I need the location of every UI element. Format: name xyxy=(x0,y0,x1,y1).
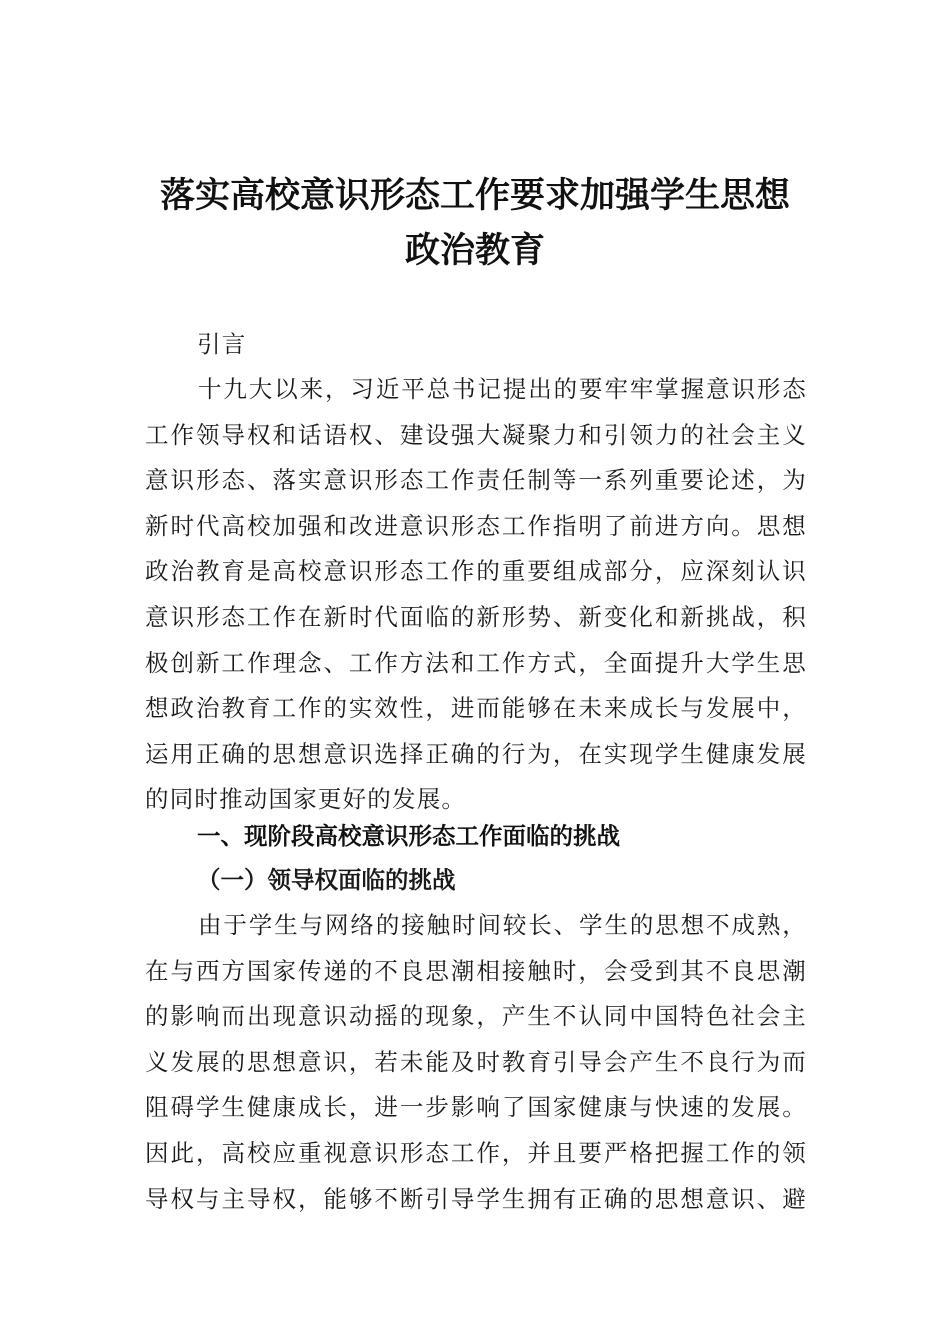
intro-line: 意识形态、落实意识形态工作责任制等一系列重要论述，为 xyxy=(145,466,807,495)
intro-label: 引言 xyxy=(197,330,247,358)
intro-line: 极创新工作理念、工作方法和工作方式，全面提升大学生思 xyxy=(145,648,807,677)
intro-line: 想政治教育工作的实效性，进而能够在未来成长与发展中， xyxy=(145,694,807,723)
section-paragraph xyxy=(145,903,807,1222)
section-line: 在与西方国家传递的不良思潮相接触时，会受到其不良思潮 xyxy=(145,956,807,985)
intro-line: 新时代高校加强和改进意识形态工作指明了前进方向。思想 xyxy=(145,511,807,540)
intro-line: 运用正确的思想意识选择正确的行为，在实现学生健康发展 xyxy=(145,739,807,768)
intro-line: 政治教育是高校意识形态工作的重要组成部分，应深刻认识 xyxy=(145,557,807,586)
intro-line: 十九大以来，习近平总书记提出的要牢牢掌握意识形态 xyxy=(198,375,807,403)
section-line: 的影响而出现意识动摇的现象，产生不认同中国特色社会主 xyxy=(145,1002,807,1031)
document-title xyxy=(145,168,805,278)
section-line: 义发展的思想意识，若未能及时教育引导会产生不良行为而 xyxy=(145,1047,807,1076)
intro-line: 的同时推动国家更好的发展。 xyxy=(145,785,467,814)
section-line: 因此，高校应重视意识形态工作，并且要严格把握工作的领 xyxy=(145,1138,807,1167)
section-heading: 一、现阶段高校意识形态工作面临的挑战 xyxy=(197,822,620,850)
subsection-heading: （一）领导权面临的挑战 xyxy=(197,866,456,894)
section-line: 导权与主导权，能够不断引导学生拥有正确的思想意识、避 xyxy=(145,1184,807,1213)
intro-line: 工作领导权和话语权、建设强大凝聚力和引领力的社会主义 xyxy=(145,420,807,449)
title-line-2: 政治教育 xyxy=(404,230,545,271)
intro-paragraph xyxy=(145,367,807,823)
intro-line: 意识形态工作在新时代面临的新形势、新变化和新挑战，积 xyxy=(145,602,807,631)
section-line: 由于学生与网络的接触时间较长、学生的思想不成熟， xyxy=(198,911,807,939)
section-line: 阻碍学生健康成长，进一步影响了国家健康与快速的发展。 xyxy=(145,1093,807,1122)
title-line-1: 落实高校意识形态工作要求加强学生思想 xyxy=(159,175,790,216)
